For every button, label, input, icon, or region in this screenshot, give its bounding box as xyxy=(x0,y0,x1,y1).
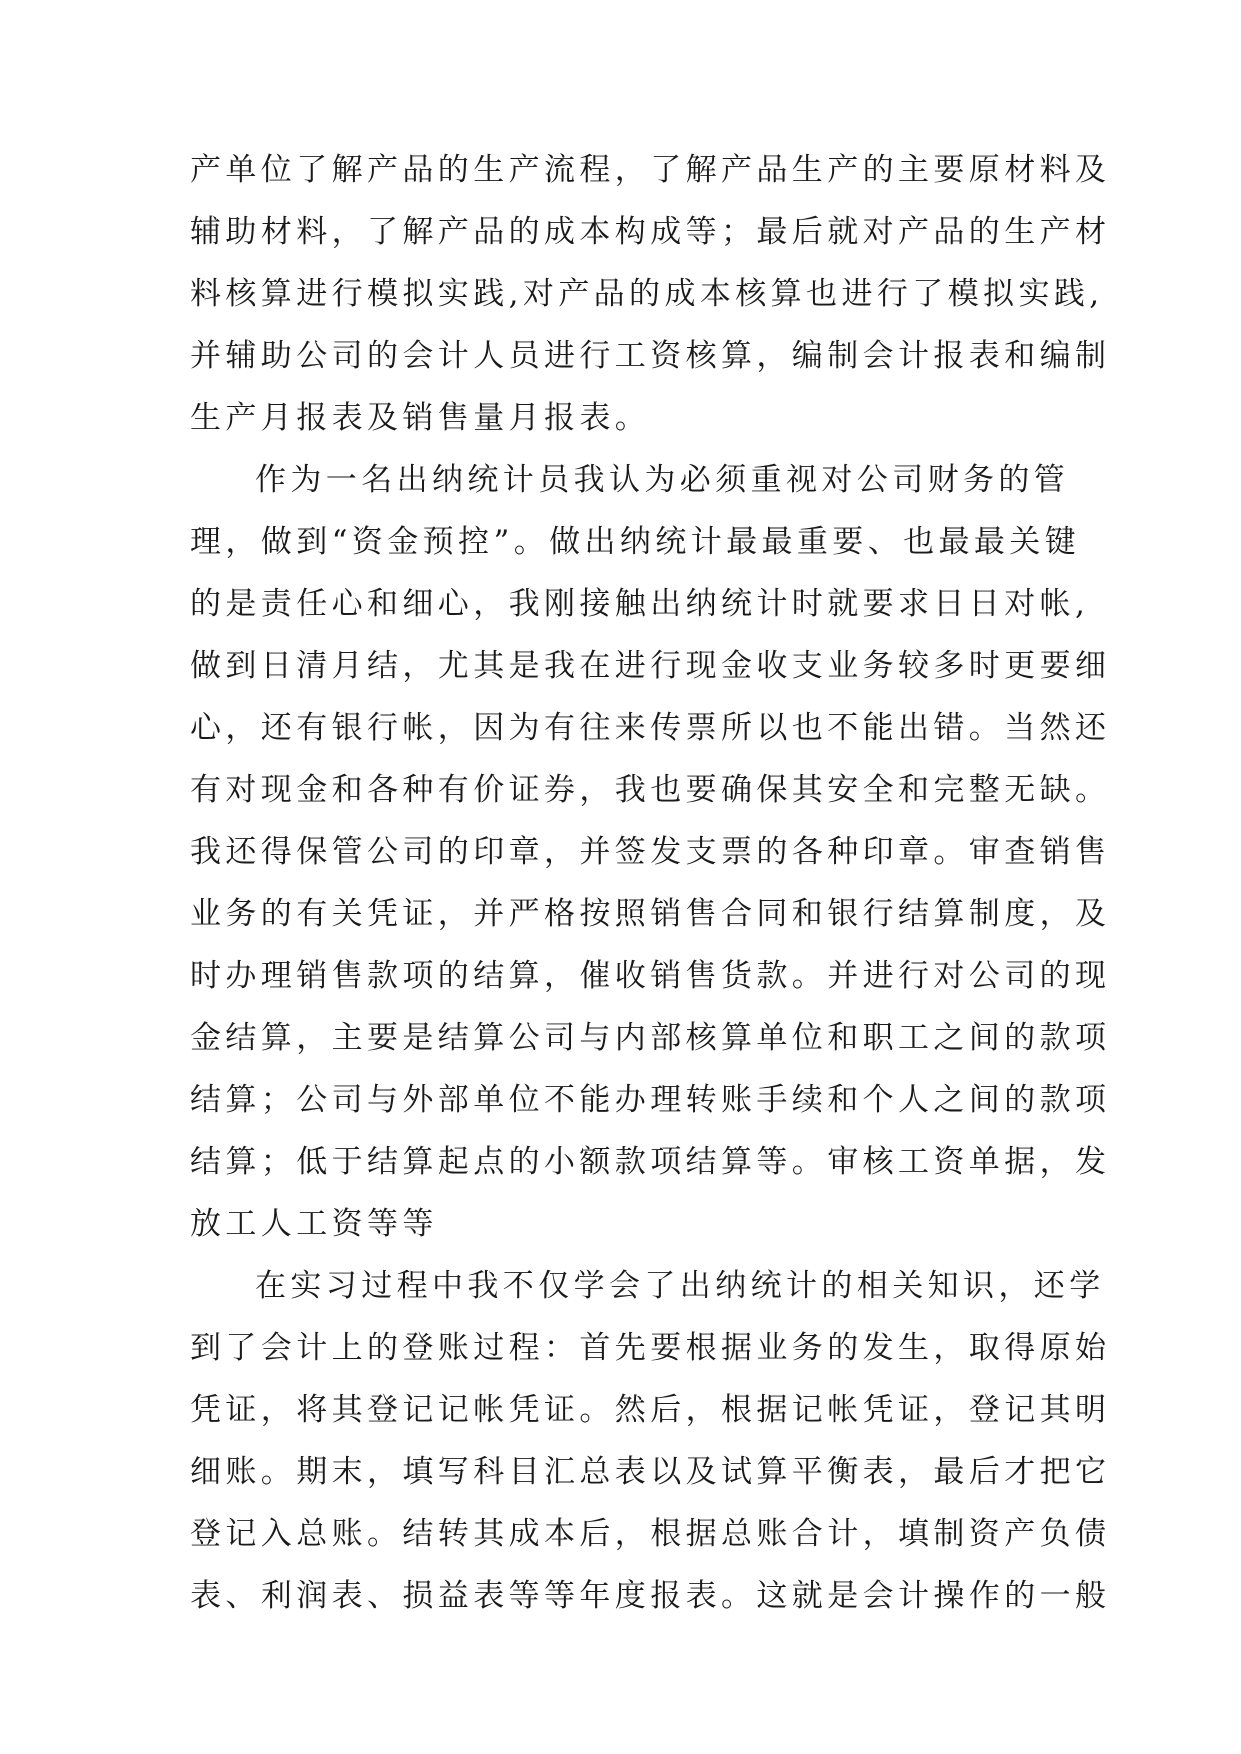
text-line-20: 到了会计上的登账过程：首先要根据业务的发生，取得原始 xyxy=(190,1330,1111,1366)
text-line-13: 业务的有关凭证，并严格按照销售合同和银行结算制度，及 xyxy=(190,896,1111,932)
text-line-6: 作为一名出纳统计员我认为必须重视对公司财务的管 xyxy=(255,462,1070,498)
text-line-11: 有对现金和各种有价证券，我也要确保其安全和完整无缺。 xyxy=(190,772,1111,808)
text-line-15: 金结算，主要是结算公司与内部核算单位和职工之间的款项 xyxy=(190,1020,1111,1056)
text-line-16: 结算；公司与外部单位不能办理转账手续和个人之间的款项 xyxy=(190,1082,1111,1118)
text-line-21: 凭证，将其登记记帐凭证。然后，根据记帐凭证，登记其明 xyxy=(190,1392,1111,1428)
text-line-24: 表、利润表、损益表等等年度报表。这就是会计操作的一般 xyxy=(190,1578,1111,1614)
text-line-12: 我还得保管公司的印章，并签发支票的各种印章。审查销售 xyxy=(190,834,1111,870)
text-line-7: 理，做到“资金预控”。做出纳统计最最重要、也最最关键 xyxy=(190,524,1081,560)
text-line-3: 料核算进行模拟实践,对产品的成本核算也进行了模拟实践, xyxy=(190,276,1104,312)
text-line-9: 做到日清月结，尤其是我在进行现金收支业务较多时更要细 xyxy=(190,648,1111,684)
text-line-19: 在实习过程中我不仅学会了出纳统计的相关知识，还学 xyxy=(255,1268,1105,1304)
text-line-18: 放工人工资等等 xyxy=(190,1206,438,1242)
text-line-1: 产单位了解产品的生产流程，了解产品生产的主要原材料及 xyxy=(190,152,1111,188)
text-line-10: 心，还有银行帐，因为有往来传票所以也不能出错。当然还 xyxy=(190,710,1111,746)
text-line-23: 登记入总账。结转其成本后，根据总账合计，填制资产负债 xyxy=(190,1516,1111,1552)
text-line-4: 并辅助公司的会计人员进行工资核算，编制会计报表和编制 xyxy=(190,338,1111,374)
text-line-17: 结算；低于结算起点的小额款项结算等。审核工资单据，发 xyxy=(190,1144,1111,1180)
text-line-22: 细账。期末，填写科目汇总表以及试算平衡表，最后才把它 xyxy=(190,1454,1111,1490)
text-line-2: 辅助材料，了解产品的成本构成等；最后就对产品的生产材 xyxy=(190,214,1111,250)
text-line-8: 的是责任心和细心，我刚接触出纳统计时就要求日日对帐, xyxy=(190,586,1090,622)
text-line-14: 时办理销售款项的结算，催收销售货款。并进行对公司的现 xyxy=(190,958,1111,994)
text-line-5: 生产月报表及销售量月报表。 xyxy=(190,400,651,436)
